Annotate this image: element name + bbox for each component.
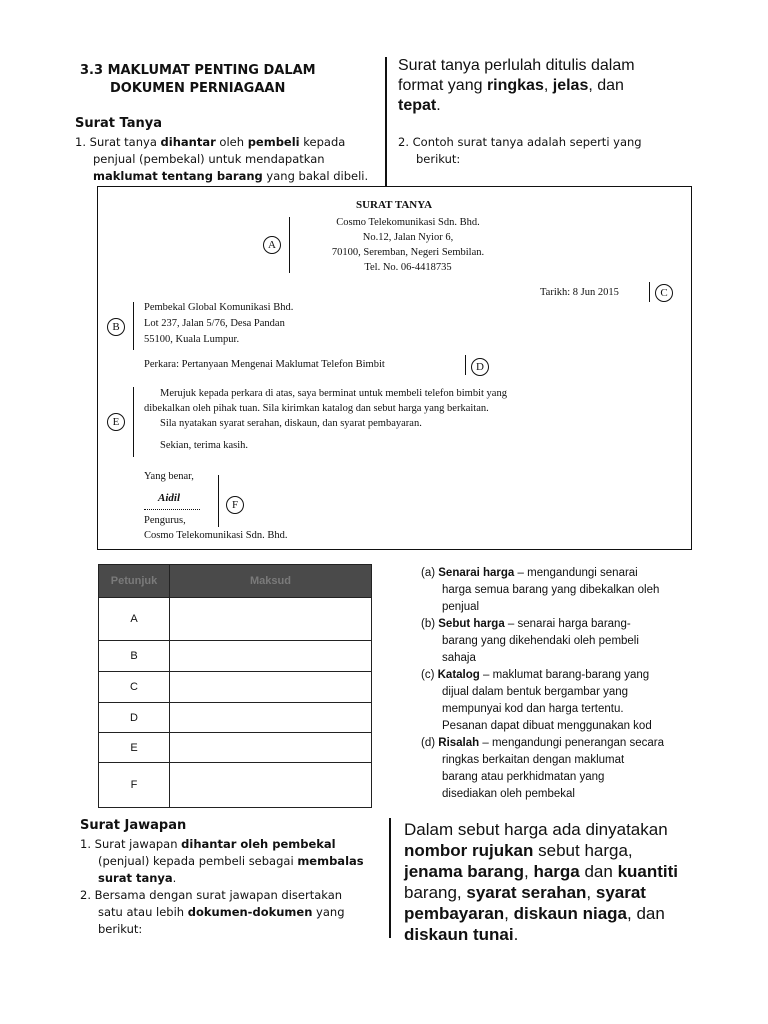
table-cell-label: A [99,598,170,641]
note-b-line1: Dalam sebut harga ada dinyatakan [404,820,668,839]
column-divider-top [385,57,387,187]
point-1 [75,134,375,185]
brace-c [649,282,650,302]
column-divider-bottom [389,818,391,938]
jawapan-p1-a: Surat jawapan [94,837,182,851]
section-title [80,62,316,80]
note-b-bold-kuantiti: kuantiti [617,862,679,881]
table-cell-answer[interactable] [170,672,372,703]
label-f-circle: F [226,496,244,514]
letter-box [97,186,692,550]
note-line3 [398,96,708,116]
definition-b [421,616,711,667]
brace-a [289,217,290,273]
note-b-line2-rest: sebut harga, [533,841,633,860]
note-b-comma: , [524,862,534,881]
table-cell-label: E [99,733,170,763]
jawapan-p1-line3-end: . [172,871,177,885]
point-1-line3-rest: yang bakal dibeli. [262,169,369,183]
table-cell-answer[interactable] [170,703,372,733]
definition-c [421,667,711,735]
note-line2-e: , dan [588,77,624,94]
table-row [99,672,372,703]
note-b-comma2: , [586,883,596,902]
point-1-text-e: kepada [299,135,346,149]
note-line2-c: , [543,77,553,94]
jawapan-points [80,836,380,938]
table-row [99,733,372,763]
note-b-bold-nombor: nombor rujukan [404,841,534,860]
subheading-surat-jawapan: Surat Jawapan [80,818,187,833]
recipient-address [144,300,293,348]
point-1-line3 [75,168,375,185]
def-text: – senarai harga barang- [504,618,631,630]
point-2-number: 2. [398,135,409,149]
def-marker: (b) [421,618,436,630]
def-term: Senarai harga [438,567,515,579]
point-1-number: 1. [75,135,86,149]
note-line2-a: format yang [398,77,487,94]
jawapan-p1-line3-bold: surat tanya [98,871,173,885]
table-row [99,703,372,733]
section-title-line1: MAKLUMAT PENTING DALAM [107,63,316,78]
table-row [99,641,372,672]
note-ringkas-bold: ringkas [486,77,544,94]
recipient-line3: 55100, Kuala Lumpur. [144,334,240,345]
note-b-bold-diskaun-niaga: diskaun niaga [513,904,627,923]
note-b-comma3: , [504,904,514,923]
table-row [99,763,372,808]
def-line: Pesanan dapat dibuat menggunakan kod [442,720,652,732]
body-line3: Sila nyatakan syarat serahan, diskaun, dan syarat pembayaran. [160,418,422,429]
note-b-bold-pembayaran: pembayaran [404,904,505,923]
table-cell-label: D [99,703,170,733]
jawapan-p2-line1: Bersama dengan surat jawapan disertakan [94,888,343,902]
note-b-bold-diskaun-tunai: diskaun tunai [404,925,514,944]
brace-b [133,302,134,350]
jawapan-p2-line2-c: yang [312,905,345,919]
table-header-maksud: Maksud [170,565,372,598]
note-tepat-bold: tepat [398,97,437,114]
point-1-bold-maklumat: maklumat tentang barang [93,169,263,183]
note-b-barang: barang, [404,883,467,902]
point-1-line2: penjual (pembekal) untuk mendapatkan [93,152,325,166]
jawapan-p2-line2-bold: dokumen-dokumen [187,905,313,919]
table-cell-answer[interactable] [170,641,372,672]
recipient-line2: Lot 237, Jalan 5/76, Desa Pandan [144,318,285,329]
definition-a [421,565,711,616]
note-line1: Surat tanya perlulah ditulis dalam [398,57,635,74]
def-line: barang yang dikehendaki oleh pembeli [442,635,639,647]
jawapan-p1-line2-bold: membalas [297,854,364,868]
jawapan-p1-bold: dihantar oleh pembekal [181,837,336,851]
def-term: Sebut harga [438,618,505,630]
jawapan-p2-line3: berikut: [98,922,143,936]
sign-off: Yang benar, [144,471,194,482]
label-a-circle: A [263,236,281,254]
def-text: – mengandungi penerangan secara [479,737,664,749]
note-jelas-bold: jelas [552,77,589,94]
def-line: disediakan oleh pembekal [442,788,575,800]
table-header-petunjuk: Petunjuk [99,565,170,598]
note-b-bold-syarat: syarat [595,883,646,902]
recipient-line1: Pembekal Global Komunikasi Bhd. [144,302,294,313]
note-line3-end: . [436,97,441,114]
note-line2 [398,76,708,96]
def-marker: (a) [421,567,436,579]
def-text: – mengandungi senarai [514,567,638,579]
label-b-circle: B [107,318,125,336]
table-cell-label: C [99,672,170,703]
brace-d [465,355,466,375]
signer-title: Pengurus, [144,515,186,526]
section-number: 3.3 [80,63,104,78]
def-line: ringkas berkaitan dengan maklumat [442,754,625,766]
def-marker: (d) [421,737,436,749]
signer-block [144,513,287,543]
note-b-dan: dan [579,862,618,881]
table-cell-label: B [99,641,170,672]
note-b-bold-jenama: jenama barang [404,862,524,881]
def-line: penjual [442,601,480,613]
table-header-row [99,565,372,598]
jawapan-p2-line2-a: satu atau lebih [98,905,188,919]
def-line: dijual dalam bentuk bergambar yang [442,686,629,698]
point-2 [398,134,708,168]
body-line1: Merujuk kepada perkara di atas, saya berminat untuk membeli telefon bimbit yang [160,388,507,399]
note-b-period: . [513,925,519,944]
sender-address [298,215,518,275]
def-line: barang atau perkhidmatan yang [442,771,605,783]
letter-subject: Perkara: Pertanyaan Mengenai Maklumat Telefon Bimbit [144,359,385,370]
petunjuk-table [98,564,372,808]
def-line: sahaja [442,652,476,664]
point-1-text-c: oleh [215,135,248,149]
table-cell-label: F [99,763,170,808]
def-text: – maklumat barang-barang yang [479,669,650,681]
point-2-line1: Contoh surat tanya adalah seperti yang [412,135,642,149]
table-cell-answer[interactable] [170,763,372,808]
letter-date: Tarikh: 8 Jun 2015 [540,287,619,298]
note-b-dan2: , dan [627,904,665,923]
def-line: mempunyai kod dan harga tertentu. [442,703,624,715]
def-marker: (c) [421,669,435,681]
note-b-bold-harga: harga [533,862,580,881]
note-b-bold-serahan: syarat serahan [466,883,587,902]
table-cell-answer[interactable] [170,733,372,763]
letter-closing: Sekian, terima kasih. [160,440,249,451]
point-2-line2: berikut: [416,152,461,166]
label-d-circle: D [471,358,489,376]
definitions-list [421,565,711,803]
sender-line2: No.12, Jalan Nyior 6, [362,232,454,243]
letter-title: SURAT TANYA [356,199,433,211]
sender-line3: 70100, Seremban, Negeri Sembilan. [331,247,485,258]
sebut-harga-note [404,819,724,945]
subheading-surat-tanya: Surat Tanya [75,116,163,131]
def-term: Katalog [437,669,480,681]
sender-line4: Tel. No. 06-4418735 [364,262,452,273]
jawapan-point-1-number: 1. [80,837,91,851]
signer-company: Cosmo Telekomunikasi Sdn. Bhd. [144,530,288,541]
jawapan-p1-line2-a: (penjual) kepada pembeli sebagai [98,854,298,868]
def-term: Risalah [438,737,480,749]
table-row [99,598,372,641]
signature: Aidil [158,492,181,504]
def-line: harga semua barang yang dibekalkan oleh [442,584,660,596]
definition-d [421,735,711,803]
jawapan-point-2-number: 2. [80,888,91,902]
sender-line1: Cosmo Telekomunikasi Sdn. Bhd. [336,217,480,228]
body-line2: dibekalkan oleh pihak tuan. Sila kirimkan katalog dan sebut harga yang berkaitan. [144,403,489,414]
note-ringkas [398,56,708,116]
table-cell-answer[interactable] [170,598,372,641]
brace-e [133,387,134,457]
label-c-circle: C [655,284,673,302]
signature-dotted-line [144,509,200,510]
label-e-circle: E [107,413,125,431]
point-1-text-a: Surat tanya [89,135,161,149]
point-1-bold-pembeli: pembeli [247,135,300,149]
section-title-line2: DOKUMEN PERNIAGAAN [110,81,286,96]
letter-body [144,386,674,453]
point-1-bold-hantar: dihantar [160,135,216,149]
